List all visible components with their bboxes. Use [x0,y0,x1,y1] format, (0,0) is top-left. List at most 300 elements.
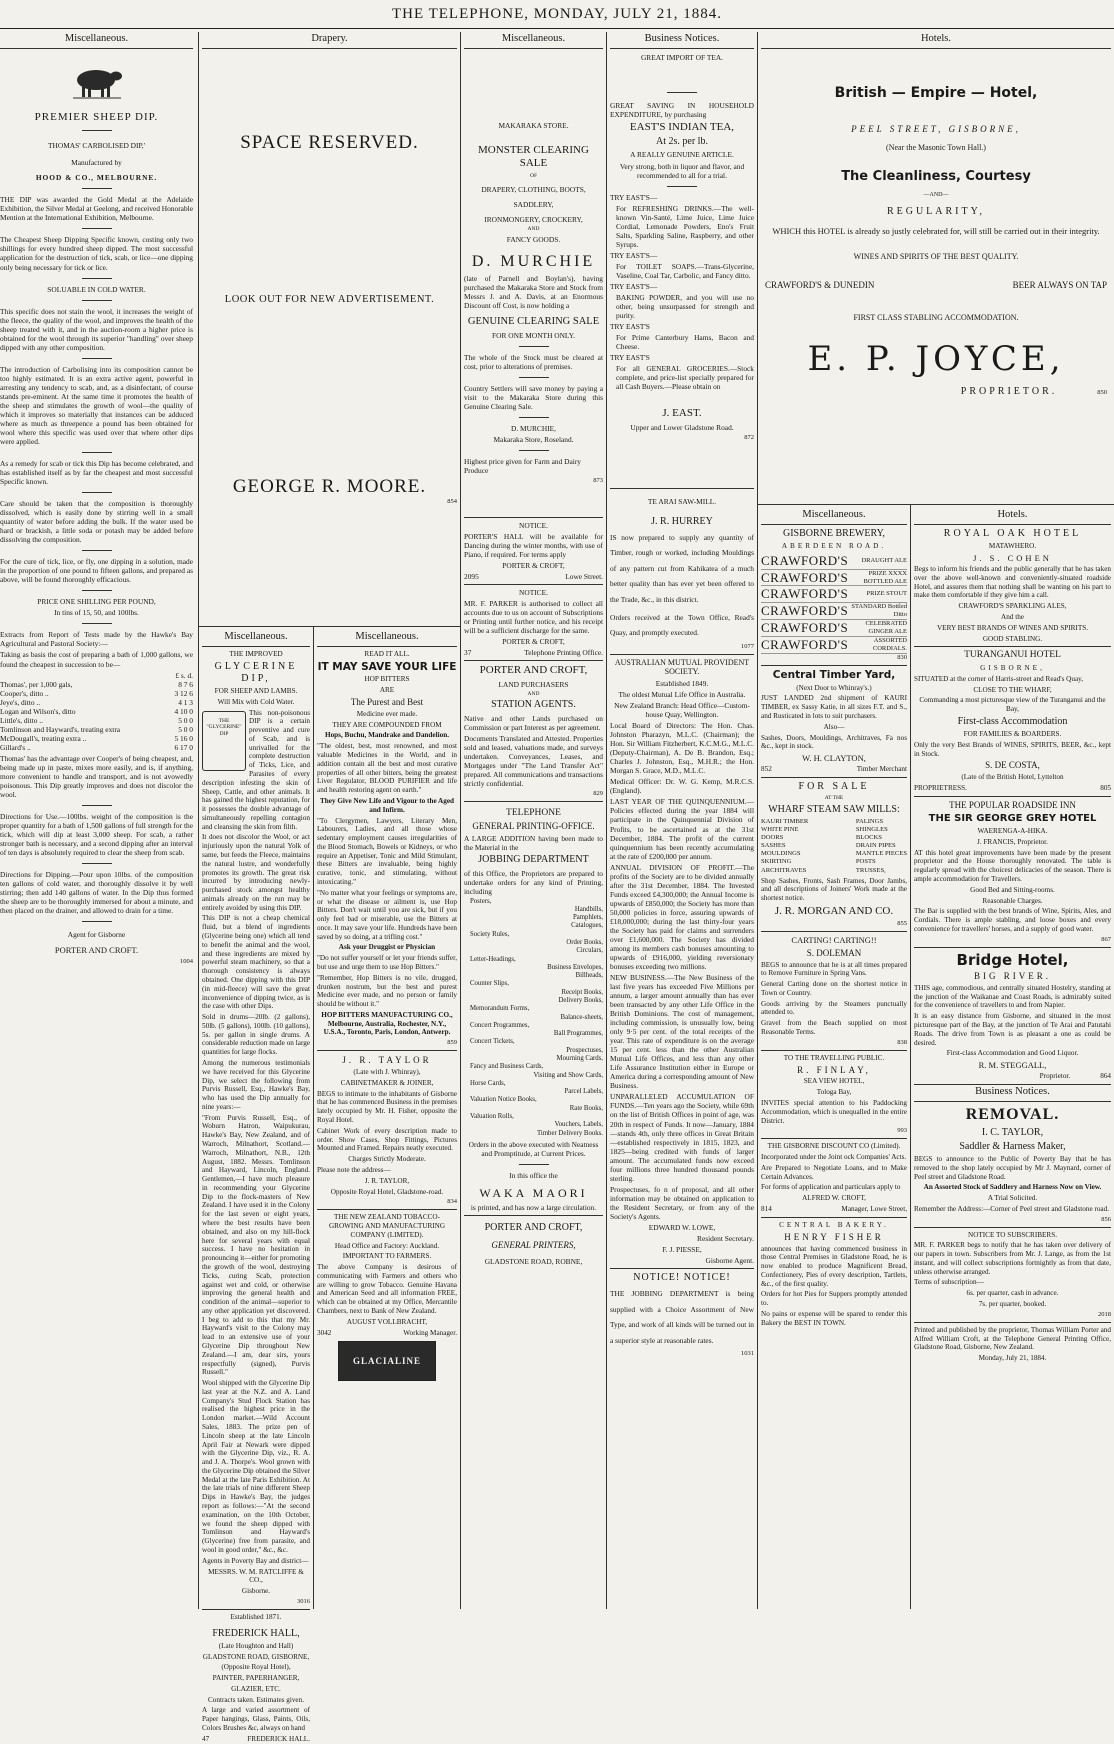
ad-paragraph: For forms of application and particulars apply to [761,1183,901,1192]
section-rule [198,626,460,627]
ad-paragraph: BEGS to announce that he is at all times prepared to Remove Furniture in Spring Vans. [761,960,907,978]
ad-title: PORTER AND CROFT, [484,1221,583,1233]
ad-paragraph: Extracts from Report of Tests made by the Hawke's Bay Agricultural and Pastoral Society:— [0,630,193,649]
ad-text: Terms of subscription— [914,1278,984,1287]
imprint: Printed and published by the proprietor, Thomas William Porter and Alfred William Croft, at the Telephone General Printing Office, Gladstone Road, Gisborne, New Zealand. [914,1325,1111,1352]
ad-number: 814 [761,1204,772,1213]
ad-text: HOP BITTERS [364,675,410,684]
table-row: Jeye's, ditto .. 4 1 3 [0,697,193,707]
ad-text: TRY EAST'S— [610,192,658,202]
ad-title: TURANGANUI HOTEL [964,650,1061,661]
ad-paragraph: Shop Sashes, Fronts, Sash Frames, Door Jambs, and all descriptions of Joiners' Work made at the shortest notice. [761,876,907,903]
ad-text: (Late of the British Hotel, Lyttelton [961,773,1064,782]
ad-subtitle: GENERAL PRINTING-OFFICE. [472,821,595,832]
divider [464,660,603,661]
list-item: Visiting and Show Cards, [533,1071,603,1079]
ad-subtitle: STATION AGENTS. [491,699,576,711]
ad-paragraph: BEGS to announce to the Public of Poverty Bay that he has removed to the shop lately occupied by Mr J. Maynard, corner of Peel street and Gladstone Road. [914,1154,1111,1181]
divider [317,1050,457,1051]
ad-text: OF [529,172,538,179]
ad-heading: TO THE TRAVELLING PUBLIC. [783,1053,885,1062]
divider [82,130,112,131]
ad-paragraph: Directions for Use.—100lbs. weight of the composition is the proper quantity for a bath of 1,500 gallons of full strength for the tick, which will dip at least 3,000 sheep. For scab, a rather stronger bath is necessary, and a second dipping after an interval of ten days is absolutely required to clear the sheep from scab. [0,811,193,858]
ad-text: Established 1849. [655,679,709,689]
ad-agent: Agent for Gisborne [67,930,126,940]
ad-advertiser: S. DE COSTA, [985,760,1040,771]
ad-heading: NOTICE. [519,588,548,598]
list-item: KAURI TIMBER [761,818,809,826]
ad-trade: PAINTER, PAPERHANGER, [212,1674,300,1683]
ad-text: DRAPERY, CLOTHING, BOOTS, [481,185,586,195]
divider [82,278,112,279]
ad-text: Manufactured by [71,158,122,168]
ad-text: (Opposite Royal Hotel), [221,1663,291,1672]
list-item: Concert Tickets, [470,1038,515,1046]
ad-paragraph: A LARGE ADDITION having been made to the Material in the [464,834,603,853]
ad-number: 1004 [180,957,193,965]
ad-role: PROPRIETRESS. [914,784,967,793]
divider [464,1215,603,1216]
ad-paragraph: Only the very Best Brands of WINES, SPIRITS, BEER, &c., kept in Stock. [914,740,1111,758]
ad-text: WINES AND SPIRITS OF THE BEST QUALITY. [853,252,1019,262]
ad-row [761,280,1111,291]
ad-paragraph: UNPARALLELED ACCUMULATION OF FUNDS.—Ten years ago the Society, while 69th on the list of British Offices in point of age, was 20th in respect of Funds. It now—January, 1884—stands 4th, only three offices in Great Britain—established respectively in 1815, 1823, and 1825—being credited with funds of larger amount. The accumulated funds now exceed four millions three hundred thousand pounds sterling. [610,1092,754,1183]
list-item: MANTLE PIECES [855,850,907,858]
ad-number: 3042 [317,1328,332,1337]
ad-text: TRY EAST'S [610,321,650,331]
ad-paragraph: For REFRESHING DRINKS.—The well-known Vin-Santé, Lime Juice, Lime Juice Cordial, Lemonade Powders, Eno's Fruit Salts, Sparkling Saline, Raspberry, and other Syrups. [616,203,754,249]
ad-text: Also— [823,722,845,731]
ad-text: Charges Strictly Moderate. [348,1155,426,1164]
ad-signature: ALFRED W. CROFT, [802,1194,866,1203]
ad-text: Established 1871. [230,1612,282,1621]
ad-heading: NOTICE TO SUBSCRIBERS. [968,1230,1057,1239]
ad-title: Bridge Hotel, [956,950,1069,969]
ad-paragraph: For the cure of tick, lice, or fly, one dipping in a solution, made in the proportion of one pound to fifteen gallons, and prepared as above, will be found thoroughly efficacious. [0,557,193,585]
ad-price: PRICE ONE SHILLING PER POUND, [37,597,156,607]
ad-title: PORTER AND CROFT, [479,664,588,677]
ad-trade: GLAZIER, ETC. [231,1684,281,1693]
advertiser-name: GEORGE R. MOORE. [232,475,427,497]
brewery-timber-column [761,508,907,1608]
list-item: Timber Delivery Books. [536,1129,603,1137]
ad-text: READ IT ALL. [364,649,410,658]
ad-paragraph: Directions for Dipping.—Pour upon 10lbs. of the composition ten gallons of cold water, and thoroughly dissolve it by well stirring; then add 140 gallons of water. In the Dip thus formed the sheep are to be thoroughly immersed for about a minute, and then placed on the drainer, and allowed to drain for a time. [0,870,193,916]
section-heading: Drapery. [202,32,457,49]
ad-text: Head Office and Factory: Auckland. [334,1241,440,1250]
ad-signature: D. MURCHIE, [511,423,556,433]
ad-paragraph: This non-poisonous DIP is a certain preventive and cure of Scab, and is unrivalled for the complete destruction of Ticks, Lice, and Parasites of every description infesting the skin of Sheep, Cattle, and other animals. It has gained the highest reputation, for it possesses the double advantage of simultaneously repelling contagion and cleansing the skin from filth. [202,708,310,831]
ad-text: Will Mix with Cold Water. [217,697,295,706]
ad-title: THE NEW ZEALAND TOBACCO-GROWING AND MANUFACTURING COMPANY (LIMITED). [328,1213,446,1239]
ad-paragraph: Native and other Lands purchased on Commission or part Interest as per agreement. [464,713,603,732]
divider [761,1138,907,1139]
ad-number: 2095 [464,572,479,581]
ad-heading: THE POPULAR ROADSIDE INN [949,799,1076,810]
ad-paragraph: MR. F. PARKER is authorised to collect all accounts due to us on account of Subscriptions or Printing until further notice, and his receipt will be a sufficient discharge for the same. [464,599,603,636]
section-rule [757,504,1114,505]
ad-text: Please note the address— [317,1165,391,1174]
ad-heading: NOTICE. [519,520,548,530]
masthead-rule [0,28,1114,29]
dip-tin-illustration: THE "GLYCERINE" DIP [202,711,246,771]
look-out-notice: LOOK OUT FOR NEW ADVERTISEMENT. [224,293,435,305]
ad-paragraph: For Prime Canterbury Hams, Bacon and Cheese. [616,333,754,352]
list-item: Circulars, [576,947,603,955]
ad-paragraph: The whole of the Stock must be cleared at cost, prior to alterations of premises. [464,352,603,371]
ad-subtitle: They Give New Life and Vigour to the Aged and Infirm. [319,796,455,814]
divider [82,623,112,624]
ad-advertiser: S. DOLEMAN [806,947,862,958]
ad-subtitle: Hops, Buchu, Mandrake and Dandelion. [324,731,450,740]
ad-paragraph: JUST LANDED 2nd shipment of KAURI TIMBER, ex Sassy Katie, in all sizes F.T. and S., and Rusticated in lots to suit purchasers. [761,694,907,720]
ad-price-note: In tins of 15, 50, and 100lbs. [54,608,139,618]
ad-text: TRY EAST'S— [610,250,658,260]
divider [82,863,112,864]
ad-paragraph: Thomas' has the advantage over Cooper's of being cheapest, and, being made up in paste, mixes more easily, and is, if anything, more convenient to handle and transport, and is not avowedly poisonous. This Dip greatly improves and does not discolor the wool. [0,753,193,799]
ad-title: CARTING! CARTING!! [791,935,877,946]
ad-paragraph: Incorporated under the Joint ock Companies' Acts. [761,1153,907,1162]
list-item: Valuation Notice Books, [470,1096,537,1104]
ad-text: THE IMPROVED [229,649,283,658]
ad-text: LAND PURCHASERS [498,679,569,689]
ad-text: FOR FAMILIES & BOARDERS. [963,730,1062,739]
ad-paragraph: (late of Parnell and Boylan's), having purchased the Makaraka Store and Stock from Messrs J. and A. Davis, at an Enormous Discount off Cost, is now holding a [464,273,603,310]
ad-text: FOR ONE MONTH ONLY. [492,330,575,340]
ad-address: Opposite Royal Hotel, Gladstone-road. [330,1187,444,1196]
list-item: Order Books, [566,939,603,947]
ad-address: Upper and Lower Gladstone Road. [630,422,734,432]
ad-number: 873 [593,476,603,484]
ad-paragraph: THE DIP was awarded the Gold Medal at the Adelaide Exhibition, the Silver Medal at Geelong, and received Honorable Mention at the International Exhibition, Melbourne. [0,195,193,223]
ad-title: WAKA MAORI [479,1185,588,1200]
divider [667,92,697,93]
ad-advertiser: J. S. COHEN [973,552,1052,563]
ad-number: 856 [1101,1215,1111,1223]
ad-subtitle: IMPORTANT TO FARMERS. [342,1252,432,1261]
ad-paragraph: Local Board of Directors: The Hon. Chas. Johnston Pharazyn, M.L.C. (Chairman); the Hon. Sir William Fitzherbert, K.C.M.G., M.L.C. (Deputy-Chairman), A. De B. Brandon, Esq.; Charles J. Johnston, Esq., M.H.R.; the Hon. Morgan S. Grace, M.D., M.L.C. [610,721,754,776]
ad-number: 867 [1101,935,1111,943]
list-item: Catalogues, [571,922,603,930]
ad-paragraph: Cabinet Work of every description made to order. Show Cases, Shop Fittings, Pictures Mounted and Framed. Repairs neatly executed. [317,1126,457,1153]
ad-paragraph: Begs to inform his friends and the public generally that he has taken over the above well-known and conveniently-situated roadside Hotel, and assures them that nothing shall be wanting on his part to make them comfortable if they give him a call. [914,565,1111,600]
ad-title: THE SIR GEORGE GREY HOTEL [928,812,1097,824]
ad-paragraph: Goods arriving by the Steamers punctually attended to. [761,999,907,1017]
ad-paragraph: General Carting done on the shortest notice in Town or Country. [761,980,907,997]
ad-address: ABERDEEN ROAD. [781,541,887,550]
masthead: THE TELEPHONE, MONDAY, JULY 21, 1884. [391,6,723,22]
imprint-date: Monday, July 21, 1884. [978,1354,1047,1363]
ad-address: PEEL STREET, GISBORNE, [851,123,1021,134]
section-heading: Business Notices. [914,1084,1111,1102]
column-rule [910,504,911,1609]
list-item: ARCHITRAVES [761,866,807,874]
divider [519,377,549,378]
ad-paragraph: Are Prepared to Negotiate Loans, and to Make Certain Advances. [761,1163,907,1181]
ad-text: CRAWFORD'S SPARKLING ALES, [958,602,1067,611]
ad-subtitle: WHARF STEAM SAW MILLS: [768,804,900,816]
ad-text: TRY EAST'S [610,353,650,363]
column-rule [606,32,607,1609]
ad-title: FOR SALE [798,781,870,793]
divider [610,488,754,489]
column-sheep-dip [0,32,193,1609]
ad-heading: SOLUABLE IN COLD WATER. [47,284,146,294]
ad-paragraph: Sold in drums—20lb. (2 gallons), 50lb. (5 gallons), 100lb. (10 gallons), 5s. per gallon in single drums. A considerable reduction made on large quantities for large flocks. [202,1013,310,1057]
ad-paragraph: MR. F. PARKER begs to notify that he has taken over delivery of our papers in town. Subscribers from Mr. J. Lange, as from the 1st instant, and will collect subscriptions fortnightly as from that date, unless otherwise arranged. [914,1241,1111,1276]
list-item: Pamphlets, [572,914,603,922]
ad-role: Proprietor. [1039,1072,1071,1081]
ad-text: And the [1001,613,1024,622]
ad-firm: PORTER AND CROFT. [54,945,139,956]
column-business-notices [610,32,754,1609]
ad-subtitle: First-class Accommodation [957,715,1068,727]
divider [82,492,112,493]
ad-paragraph: Documents Translated and Attested. Properties sold and leased, valuations made, and surveys undertaken. Conveyances, Leases, and Mortgages under "The Land Transfer Act" prepared. All communications and transactions strictly confidential. [464,733,603,788]
ad-paragraph: Wool shipped with the Glycerine Dip last year at the N.Z. and A. Land Company's Stud Flock Station has realised the highest price in the London market.—Wild Account Sales, 1883. The prize pen of Lincoln sheep at the late Lincoln April Fair at Newark were dipped with the Glycerine Dip, viz., R. A. and J. A. Thorpe's. Wool grown with the Glycerine Dip obtained the Silver Medal at the late Paris Exhibition. At the late trials of nine different Sheep Dips in Hawke's Bay, the judges report as follows:—"At the second examination, on the 10th October, we found the sheep dipped with Tomlinson and Hayward's (Glycerine) free from parasite, and wool in good order," &c., &c. [202,1379,310,1554]
ad-title: Central Timber Yard, [772,668,896,681]
ad-paragraph: "Do not suffer yourself or let your friends suffer, but use and urge them to use Hop Bitters." [317,954,457,971]
ad-title: THE GISBORNE DISCOUNT CO (Limited). [767,1142,901,1151]
table-row: Tomlinson and Hayward's, treating extra 5 0 0 [0,724,193,734]
ad-text: TRY EAST'S— [610,281,658,291]
brewery-row: CRAWFORD'S STANDARD Bottled Ditto [761,603,907,619]
divider [914,1227,1111,1228]
divider [761,1050,907,1051]
ad-title: TELEPHONE [506,807,561,818]
table-row: Little's, ditto .. 5 0 0 [0,715,193,725]
ad-text: First-class Accommodation and Good Liquor. [946,1049,1079,1058]
ad-paragraph: "Remember, Hop Bitters is no vile, drugged, drunken nostrum, but the best and purest Medicine ever made, and no person or family should be without it." [317,973,457,1009]
ad-paragraph: of this Office, the Proprietors are prepared to undertake orders for any kind of Printing, including [464,868,603,896]
section-heading: Miscellaneous. [202,630,310,647]
ad-number: 1031 [741,1350,754,1358]
ad-signature: AUGUST VOLLBRACHT, [346,1317,428,1326]
divider [667,186,697,187]
ad-subtitle: THOMAS' CARBOLISED DIP,' [48,141,145,151]
ad-signature: PORTER & CROFT, [502,637,565,647]
ad-role: Manager, Lowe Street, [841,1204,907,1213]
ad-text: IRONMONGERY, CROCKERY, [484,215,583,225]
list-item: MOULDINGS [761,850,801,858]
ad-number: 805 [1100,784,1111,793]
brewery-row: CRAWFORD'S PRIZE STOUT [761,586,907,602]
divider [610,1268,754,1269]
space-reserved: SPACE RESERVED. [240,131,419,153]
ad-advertiser: R. FINLAY, [797,1064,871,1075]
ad-advertiser: J. R. HURREY [651,515,713,527]
list-item: Business Envelopes, [547,963,603,971]
ad-paragraph: GREAT SAVING IN HOUSEHOLD EXPENDITURE, by purchasing [610,100,754,119]
ad-text: In this office the [509,1170,558,1180]
divider [914,947,1111,948]
ad-title: FREDERICK HALL, [212,1627,300,1639]
divider [82,590,112,591]
ad-text: BEER ALWAYS ON TAP [1012,280,1107,291]
ad-paragraph: Medical Officer: Dr. W. G. Kemp, M.R.C.S. (England). [610,777,754,796]
ad-proprietor-name: E. P. JOYCE, [807,338,1065,379]
ad-paragraph: AT this hotel great improvements have been made by the present proprietor and the House thoroughly renovated. The table is regularly spread with the choicest delicacies of the season. There is ample accommodation for Travellers. [914,848,1111,883]
section-heading: Miscellaneous. [0,32,193,49]
list-item: SHINGLES [855,826,888,834]
ad-title: GENUINE CLEARING SALE [467,315,600,327]
ad-paragraph: A large and varied assortment of Paper hangings, Glass, Paints, Oils, Colors Brushes &c, always on hand [202,1706,310,1732]
column-rule [460,32,461,1609]
ad-paragraph: Gravel from the Beach supplied on most Reasonable Terms. [761,1019,907,1037]
column-rule [198,32,199,1609]
list-item: Society Rules, [470,930,510,938]
ad-text: FANCY GOODS. [506,235,561,245]
ad-paragraph: Commanding a most picturesque view of the Turanganui and the Bay, [919,696,1106,714]
ad-text: (Near the Masonic Town Hall.) [886,142,986,152]
list-item: Receipt Books, [561,988,603,996]
list-item: Fancy and Business Cards, [470,1063,544,1071]
ad-title: PREMIER SHEEP DIP. [34,110,159,123]
section-heading: Hotels. [761,32,1111,49]
ad-title: REMOVAL. [965,1106,1060,1124]
list-item: BLOCKS [855,834,882,842]
ad-subtitle: (Late Houghton and Hall) [218,1641,294,1650]
ad-title: AUSTRALIAN MUTUAL PROVIDENT SOCIETY. [614,657,750,677]
ad-text: Medicine ever made. [356,709,418,718]
ad-number: 2018 [1098,1310,1111,1318]
ad-title: ROYAL OAK HOTEL [943,527,1082,539]
ad-subtitle: GENERAL PRINTERS, [491,1239,576,1250]
ad-number: 834 [447,1198,457,1206]
ad-paragraph: No pains or expense will be spared to render this Bakery the BEST IN TOWN. [761,1309,907,1327]
ad-number: 850 [1097,389,1107,397]
ad-paragraph: "The oldest, best, most renowned, and most valuable Medicines in the World, and in addition contain all the best and most curative properties of all other bitters, being the greatest Liver Regulator, BLOOD PURIFIER and life and health restoring agent on earth." [317,742,457,795]
divider [761,777,907,778]
ad-number: 852 [761,765,772,774]
ad-address: GLADSTONE ROAD, GISBORNE, [202,1652,310,1661]
ad-number: 838 [897,1038,907,1046]
ad-paragraph: As a remedy for scab or tick this Dip has become celebrated, and has established itself as by far the cheapest and most successful Specific known. [0,459,193,487]
divider [914,796,1111,797]
ad-number: 1077 [741,642,754,650]
ad-price: At 2s. per lb. [656,136,708,148]
list-item: TRUSSES, [855,866,886,874]
divider [519,417,549,418]
drapery-section [202,32,457,626]
ad-subtitle: Ask your Druggist or Physician [338,943,436,952]
ad-paragraph: The above Company is desirous of communicating with Farmers and others who are willing to grow Tobacco. Genuine Havana and American Seed and all information FREE, which can be obtained at my Office, Mercantile Chambers, next to Bank of New Zealand. [317,1263,457,1316]
ad-signature: FREDERICK HALL. [247,1734,310,1743]
ad-paragraph: Sashes, Doors, Mouldings, Architraves, Fa nos &c., kept in stock. [761,733,907,751]
ad-advertiser: I. C. TAYLOR, [981,1126,1044,1138]
table-row: Thomas', per 1,000 gals, 8 7 6 [0,679,193,689]
ad-number: 993 [897,1127,907,1135]
divider [82,188,112,189]
list-item: DRAIN PIPES [855,842,896,850]
divider [519,1164,549,1165]
ad-text: 6s. per quarter, cash in advance. [966,1289,1059,1298]
sheep-illustration [0,65,193,101]
ad-location: GISBORNE, [980,663,1045,672]
table-row: Logan and Wilson's, ditto 4 10 0 [0,706,193,716]
ad-text: AND [527,226,540,233]
ad-paragraph: Highest price given for Farm and Dairy Produce [464,456,581,475]
ad-subtitle: REGULARITY, [886,205,986,217]
table-row: McDougall's, treating extra .. 5 16 0 [0,733,193,743]
ad-number: 47 [202,1734,210,1743]
ad-number: 855 [897,920,907,928]
ad-signature: PORTER & CROFT, [502,560,565,570]
ad-advertiser: R. M. STEGGALL, [978,1060,1047,1071]
ad-paragraph: The Bar is supplied with the best brands of Wine, Spirits, Ales, and Cordials. There is ample stabling, and loose boxes and every convenience for travellers' horses, and a supply of good water. [914,907,1111,933]
ad-text: SEA VIEW HOTEL, [803,1077,865,1086]
ad-role: Resident Secretary. [697,1233,754,1243]
ad-title: MONSTER CLEARING SALE [478,143,589,170]
ad-paragraph: For TOILET SOAPS.—Trans-Glycerine, Vaseline, Coal Tar, Carbolic, and Fancy ditto. [616,261,754,280]
column-rule [757,32,758,1609]
ad-paragraph: This specific does not stain the wool, it increases the weight of the fleece, the quality of the wool, and improves the health of the sheep treated with it, and in the auction-room a higher price is obtained for the wool through its superior "handling" over sheep dipped with any other composition. [0,306,193,352]
divider [317,1209,457,1210]
ad-paragraph: Orders for hot Pies for Suppers promptly attended to. [761,1290,907,1308]
ad-paragraph: Orders received at the Town Office, Read's Quay, and promptly executed. [610,612,754,638]
divider [464,584,603,585]
ad-paragraph: This DIP is not a cheap chemical fluid, but a blend of ingredients (Glycerine being one) which all tend to benefit the animal and the wool, and these ingredients are mixed by powerful steam machinery, so that a thorough consistency is always obtained. One dipping with this DIP (in mid-fleece) will save the great inconvenience of dipping twice, as is the case with other Dips. [202,914,310,1011]
list-item: DOORS [761,834,784,842]
section-heading: Business Notices. [610,32,754,49]
ad-location: WAERENGA-A-HIKA. [977,827,1048,836]
ad-title: JOBBING DEPARTMENT [478,854,589,866]
section-heading: Miscellaneous. [317,630,457,647]
ad-heading: CENTRAL BAKERY. [779,1220,889,1229]
divider [464,801,603,802]
ad-subtitle: The Purest and Best [350,696,424,707]
list-item: Vouchers, Labels, [554,1121,603,1129]
ad-paragraph: LAST YEAR OF THE QUINQUENNIUM.—Policies effected during the year 1884 will participate in the Quinquennial Division of Profits, to be ascertained as at the 31st December, 1884. The profit of the current quinquennium has been recently accumulating at the rate of £200,000 per annum. [610,797,754,861]
ad-paragraph: SITUATED at the corner of Harris-street and Read's Quay, [914,674,1084,683]
ad-paragraph: THE JOBBING DEPARTMENT is being supplied with a Choice Assortment of New Type, and work of all kinds will be turned out in a superior style at reasonable rates. [610,1289,754,1345]
section-heading: Hotels. [914,508,1111,525]
ad-paragraph: It does not discolor the Wool, or act injuriously upon the natural Yolk of same, but feeds the Fleece, maintains the natural lustre, and wonderfully promotes its growth. The great risk incurred by introducing newly-purchased stock amongst healthy animals already on the run may be entirely avoided by using this DIP. [202,833,310,912]
ad-paragraph: Remember the Address:—Corner of Peel street and Gladstone road. [914,1204,1110,1213]
brewery-row: CRAWFORD'S CELEBRATED GINGER ALE [761,620,907,636]
ad-text: CLOSE TO THE WHARF, [973,685,1052,694]
section-heading: Miscellaneous. [761,508,907,525]
ad-number: 829 [593,789,603,797]
divider [464,517,603,518]
list-item: Parcel Labels, [564,1088,603,1096]
ad-title: GISBORNE BREWERY, [782,527,886,539]
ad-role: PROPRIETOR. [960,386,1058,398]
divider [82,921,112,922]
ad-text: New Zealand Branch: Head Office—Custom-house Quay, Wellington. [614,701,750,720]
ad-paragraph: "To Clergymen, Lawyers, Literary Men, Labourers, Ladies, and all those whose sedentary employment causes irregularities of the Blood Stomach, Bowels or Kidneys, or who require an Appetiser, Tonic and Mild Stimulant, these Bitters are invaluable, being highly curative, tonic, and stimulating, without intoxicating." [317,816,457,886]
ad-signature: J. R. TAYLOR, [364,1176,410,1185]
ad-text: The oldest Mutual Life Office in Australia. [618,690,746,700]
ad-text: GOOD STABLING. [982,634,1043,643]
ad-subtitle: (Next Door to Whinray's.) [796,683,872,692]
ad-title: EAST'S INDIAN TEA, [629,120,735,133]
divider [761,1217,907,1218]
ad-paragraph: Country Settlers will save money by paying a visit to the Makaraka Store during this Genuine Clearing Sale. [464,383,603,411]
ad-number: 3016 [297,1597,310,1605]
ad-signature: W. H. CLAYTON, [802,753,866,764]
list-item: Valuation Rolls, [470,1112,514,1120]
ad-text: FIRST CLASS STABLING ACCOMMODATION. [853,313,1019,323]
ad-advertiser: HENRY FISHER [784,1231,884,1242]
list-item: Concert Programmes, [470,1021,530,1029]
divider [202,1609,310,1610]
glacialine-logo: GLACIALINE [338,1341,436,1381]
ad-paragraph: ANNUAL DIVISION OF PROFIT.—The profits of the Society are to be divided annually after the 31st December, 1884. The Invested Funds exceed £4,300,000; the Annual Income is upwards of £850,000; the Society has more than 50,000 policies in force, assuring upwards of £18,000,000; during the last thirty-four years the Society has paid for claims and surrenders over £1,600,000. The Society has divided among its members cash bonuses amounting to upwards of £916,000, yielding reversionary bonuses exceeding two millions. [610,862,754,971]
ad-title: J. R. TAYLOR [342,1055,432,1066]
ad-location: Makaraka Store, Roseland. [493,434,574,444]
ad-title: British — Empire — Hotel, [834,84,1038,101]
